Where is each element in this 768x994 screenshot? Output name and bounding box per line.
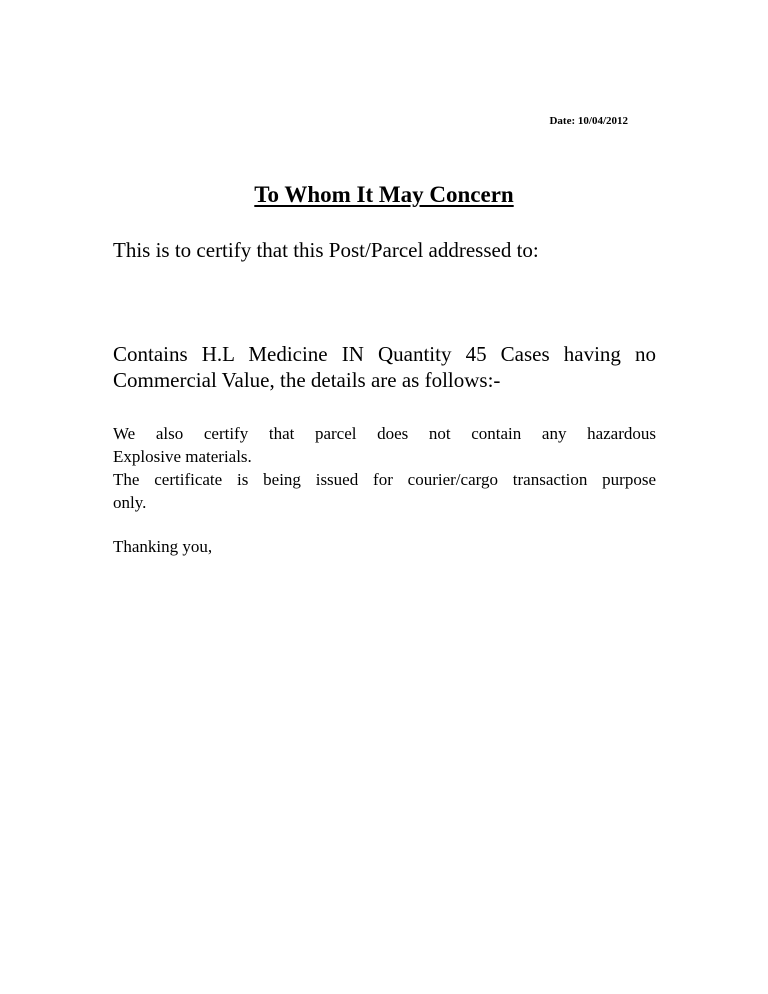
certification-line-3: The certificate is being issued for courier/cargo transaction purpose [113,470,656,489]
closing-text: Thanking you, [113,537,213,556]
intro-paragraph: This is to certify that this Post/Parcel addressed to: [113,238,539,262]
letter-title: To Whom It May Concern [254,182,514,207]
contents-line-2: Commercial Value, the details are as follows:- [113,368,501,392]
contents-paragraph [113,341,656,393]
certification-line-2: Explosive materials. [113,447,252,466]
certification-line-4: only. [113,493,147,512]
certification-line-1: We also certify that parcel does not contain any hazardous [113,424,656,443]
letter-date: Date: 10/04/2012 [549,115,628,127]
contents-line-1: Contains H.L Medicine IN Quantity 45 Cases having no [113,342,656,366]
certification-paragraph [113,422,656,514]
